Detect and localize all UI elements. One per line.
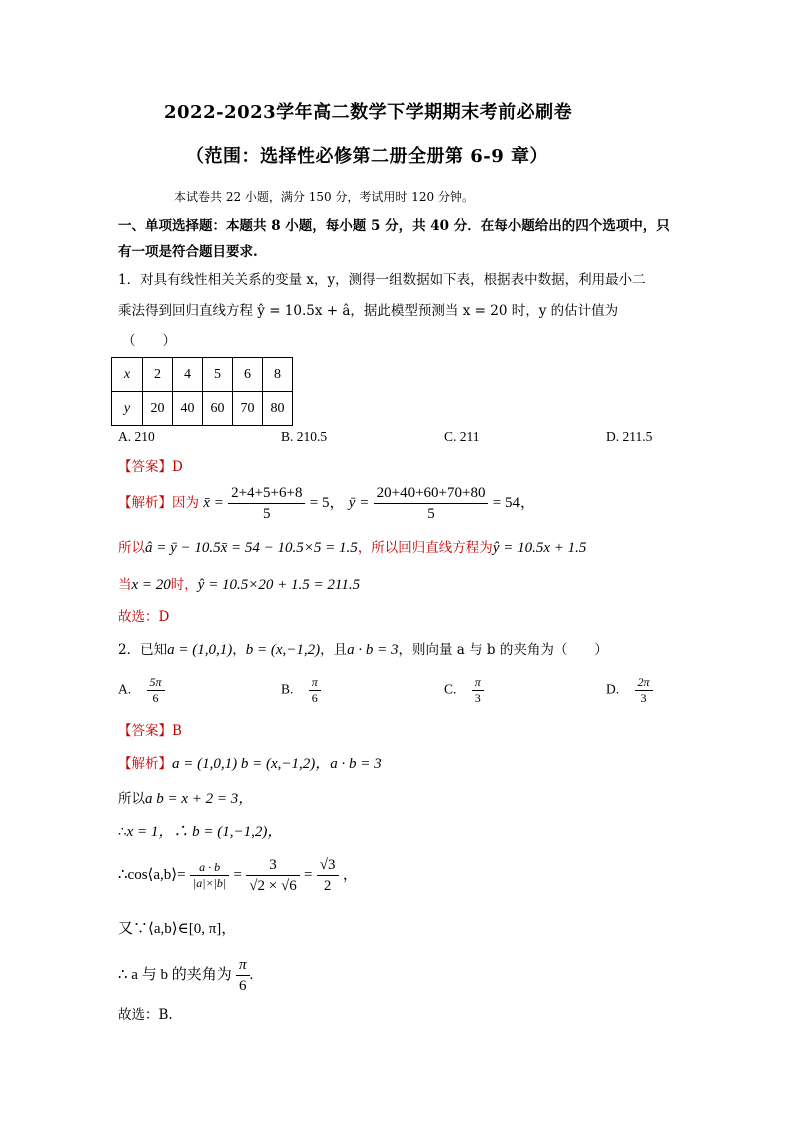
option-label: C. <box>444 681 457 697</box>
fraction-numerator: √3 <box>317 855 339 876</box>
fraction-numerator: 5π <box>147 675 165 691</box>
analysis-label: 【解析】 <box>118 756 172 772</box>
exam-intro: 本试卷共 22 小题，满分 150 分，考试用时 120 分钟。 <box>174 190 474 204</box>
q1-option-a: A. 210 <box>118 429 155 444</box>
xbar-symbol: x̄ = <box>203 495 224 511</box>
q2-answer: 【答案】B <box>118 723 182 739</box>
q2-option-c <box>444 675 484 706</box>
fraction-numerator: 2+4+5+6+8 <box>228 483 305 504</box>
fraction-numerator: 2π <box>635 675 653 691</box>
q1-analysis-line1 <box>118 483 535 524</box>
analysis-math: ∴cos⟨a,b⟩= <box>118 867 186 883</box>
q1-stem-line2: 乘法得到回归直线方程 ŷ = 10.5x + â，据此模型预测当 x = 20 时，y 的估计值为 <box>118 303 619 319</box>
fraction-denominator: √2 × √6 <box>249 878 297 894</box>
table-cell: 2 <box>143 358 173 392</box>
q1-analysis-line2 <box>118 536 586 557</box>
q2-option-a <box>118 675 165 706</box>
q1-stem-line1: 1．对具有线性相关关系的变量 x，y，测得一组数据如下表，根据表中数据，利用最小二 <box>118 272 646 288</box>
fraction-numerator: π <box>236 955 250 976</box>
fraction-denominator: 5 <box>263 506 271 522</box>
option-fraction <box>147 675 165 706</box>
section-heading: 一、单项选择题：本题共 8 小题，每小题 5 分，共 40 分．在每小题给出的四个选项中，只 <box>118 218 670 234</box>
q2-final: 故选：B. <box>118 1007 173 1023</box>
section-heading-cont: 有一项是符合题目要求. <box>118 244 258 260</box>
analysis-text: ∴ <box>118 824 127 840</box>
q1-data-table <box>111 357 293 426</box>
fraction-numerator: π <box>472 675 484 691</box>
table-row <box>112 358 293 392</box>
analysis-math: a = (1,0,1) b = (x,−1,2)，a · b = 3 <box>172 756 382 772</box>
q2-option-d <box>606 675 653 706</box>
option-label: B. <box>281 681 294 697</box>
analysis-math: ， <box>342 867 358 883</box>
q2-stem-text: 2．已知 <box>118 642 168 658</box>
xbar-fraction <box>228 483 305 524</box>
page-subtitle: （范围：选择性必修第二册全册第 6-9 章） <box>186 146 549 167</box>
ybar-fraction <box>374 483 489 524</box>
analysis-math: 又∵⟨a,b⟩∈[0, π]， <box>118 921 237 937</box>
option-label: A. <box>118 681 132 697</box>
option-fraction <box>635 675 653 706</box>
ybar-symbol: ȳ = <box>348 495 370 511</box>
analysis-text: 因为 <box>172 495 199 511</box>
table-cell: x <box>112 358 143 392</box>
option-fraction <box>309 675 321 706</box>
q2-math: b = (x,−1,2) <box>245 642 321 658</box>
analysis-math: ŷ = 10.5×20 + 1.5 = 211.5 <box>197 577 361 593</box>
fraction-denominator: 5 <box>427 506 435 522</box>
table-cell: 20 <box>143 392 173 426</box>
table-cell: 5 <box>203 358 233 392</box>
analysis-text: 所以 <box>118 791 145 807</box>
q2-analysis-line4 <box>118 855 358 896</box>
fraction-numerator: 20+40+60+70+80 <box>374 483 489 504</box>
fraction-numerator: a · b <box>190 860 229 876</box>
fraction-denominator: 3 <box>640 691 647 705</box>
q2-math: a · b = 3 <box>347 642 399 658</box>
q2-stem-text: ，且 <box>320 642 348 658</box>
table-cell: y <box>112 392 143 426</box>
fraction-denominator: 6 <box>152 691 159 705</box>
table-cell: 8 <box>263 358 293 392</box>
q2-stem-text: ，则向量 a 与 b 的夹角为（ ） <box>398 642 608 658</box>
q1-final: 故选：D <box>118 609 170 625</box>
q1-analysis-line3 <box>118 573 360 594</box>
fraction-denominator: |a|×|b| <box>192 876 227 890</box>
q2-analysis-line3 <box>118 820 282 841</box>
q2-analysis-line1 <box>118 752 382 773</box>
fraction-denominator: 6 <box>311 691 318 705</box>
page-title: 2022-2023学年高二数学下学期期末考前必刷卷 <box>164 102 573 123</box>
analysis-math: = <box>233 867 242 883</box>
analysis-math: a b = x + 2 = 3， <box>145 791 254 807</box>
analysis-text: 时， <box>170 577 198 593</box>
q1-answer: 【答案】D <box>118 459 183 475</box>
fraction-numerator: π <box>309 675 321 691</box>
option-fraction <box>472 675 484 706</box>
table-cell: 70 <box>233 392 263 426</box>
analysis-text: 当 <box>118 577 132 593</box>
q2-math: a = (1,0,1) <box>167 642 233 658</box>
analysis-math: x = 20 <box>131 577 171 593</box>
table-cell: 80 <box>263 392 293 426</box>
q2-stem-text: ， <box>232 642 246 658</box>
analysis-label: 【解析】 <box>118 495 172 511</box>
fraction-denominator: 3 <box>474 691 481 705</box>
fraction-denominator: 6 <box>239 978 247 994</box>
table-cell: 60 <box>203 392 233 426</box>
analysis-math: = <box>304 867 313 883</box>
analysis-math: ŷ = 10.5x + 1.5 <box>492 540 587 556</box>
result-fraction <box>317 855 339 896</box>
cos-fraction <box>190 860 229 891</box>
analysis-math: x = 1，∴ b = (1,−1,2)， <box>126 824 283 840</box>
q1-option-b: B. 210.5 <box>281 429 328 444</box>
analysis-text: 所以 <box>118 540 145 556</box>
q1-stem-line3: （ ） <box>122 333 176 349</box>
analysis-text: ，所以回归直线方程为 <box>357 540 493 556</box>
q2-analysis-line2 <box>118 787 253 808</box>
table-row <box>112 392 293 426</box>
table-cell: 40 <box>173 392 203 426</box>
option-label: D. <box>606 681 620 697</box>
q1-option-d: D. 211.5 <box>606 429 653 444</box>
q2-option-b <box>281 675 321 706</box>
q2-analysis-line6 <box>118 955 253 996</box>
analysis-math: . <box>249 967 254 983</box>
fraction-denominator: 2 <box>323 878 332 894</box>
q2-stem <box>118 638 608 659</box>
table-cell: 4 <box>173 358 203 392</box>
analysis-math: â = ȳ − 10.5x̄ = 54 − 10.5×5 = 1.5 <box>145 540 358 556</box>
value-fraction <box>246 855 299 896</box>
table-cell: 6 <box>233 358 263 392</box>
fraction-numerator: 3 <box>246 855 299 876</box>
ybar-result: = 54， <box>492 495 535 511</box>
analysis-math: ∴ a 与 b 的夹角为 <box>118 967 232 983</box>
q2-analysis-line5 <box>118 917 236 938</box>
q1-option-c: C. 211 <box>444 429 480 444</box>
xbar-result: = 5， <box>309 495 345 511</box>
angle-fraction <box>236 955 250 996</box>
